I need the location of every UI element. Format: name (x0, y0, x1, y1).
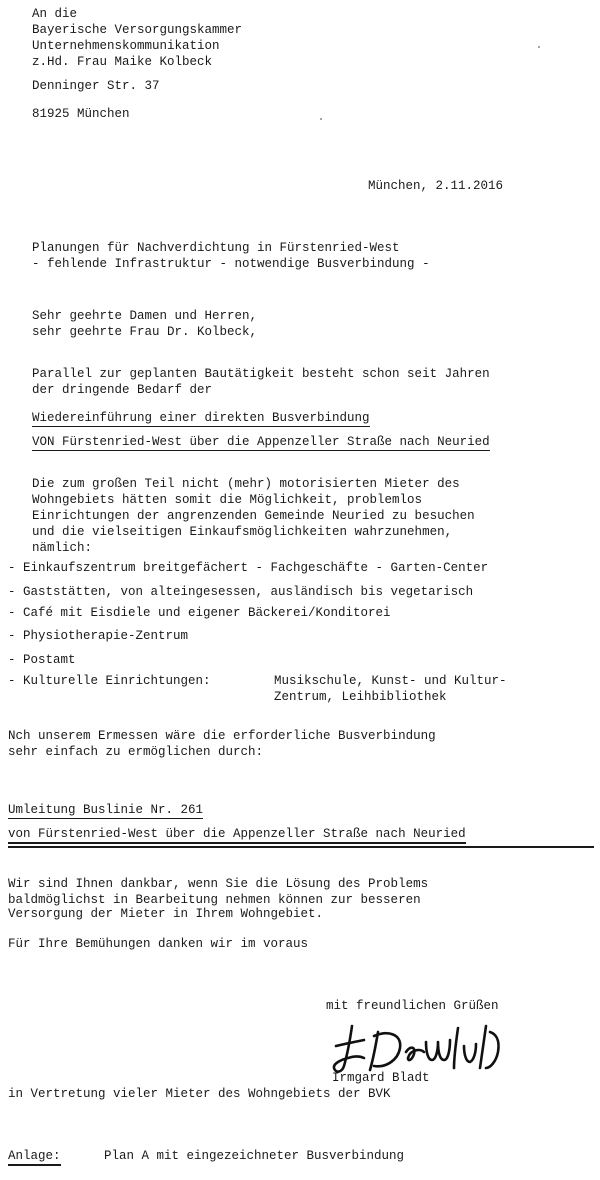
para1-line-2: der dringende Bedarf der (32, 383, 213, 397)
salutation-line-2: sehr geehrte Frau Dr. Kolbeck, (32, 325, 258, 339)
recipient-line-2: Bayerische Versorgungskammer (32, 23, 243, 37)
scan-speck (538, 46, 540, 48)
highlight2-line-1: Umleitung Buslinie Nr. 261 (8, 803, 204, 817)
attachment-text: Plan A mit eingezeichneter Busverbindung (104, 1149, 405, 1163)
recipient-line-4: z.Hd. Frau Maike Kolbeck (32, 55, 213, 69)
para2-line-1: Die zum großen Teil nicht (mehr) motorisierten Mieter des (32, 477, 460, 491)
highlight1-line-2: VON Fürstenried-West über die Appenzeller Straße nach Neuried (32, 435, 490, 449)
closing-line: mit freundlichen Grüßen (326, 999, 499, 1013)
recipient-street: Denninger Str. 37 (32, 79, 160, 93)
para1-line-1: Parallel zur geplanten Bautätigkeit besteht schon seit Jahren (32, 367, 490, 381)
subject-line-1: Planungen für Nachverdichtung in Fürstenried-West (32, 241, 400, 255)
para2-line-2: Wohngebiets hätten somit die Möglichkeit, problemlos (32, 493, 423, 507)
highlight2-line-2: von Fürstenried-West über die Appenzeller Straße nach Neuried (8, 826, 466, 844)
para2-line-3: Einrichtungen der angrenzenden Gemeinde Neuried zu besuchen (32, 509, 475, 523)
list-item: - Gaststätten, von alteingesessen, ausländisch bis vegetarisch (8, 585, 474, 599)
list-item-label: - Kulturelle Einrichtungen: (8, 674, 211, 688)
double-underline (8, 846, 594, 848)
attachment-label: Anlage: (8, 1148, 61, 1166)
representation-line: in Vertretung vieler Mieter des Wohngebiets der BVK (8, 1087, 391, 1101)
list-item: - Einkaufszentrum breitgefächert - Fachgeschäfte - Garten-Center (8, 561, 489, 575)
para4-line-1: Wir sind Ihnen dankbar, wenn Sie die Lösung des Problems (8, 877, 429, 891)
para3-line-1: Nch unserem Ermessen wäre die erforderliche Busverbindung (8, 729, 436, 743)
list-item-detail-1: Musikschule, Kunst- und Kultur- (274, 674, 507, 688)
highlight1-line-1: Wiedereinführung einer direkten Busverbindung (32, 411, 370, 425)
para3-line-2: sehr einfach zu ermöglichen durch: (8, 745, 264, 759)
thanks-line: Für Ihre Bemühungen danken wir im voraus (8, 937, 309, 951)
para4-line-2: baldmöglichst in Bearbeitung nehmen können zur besseren (8, 893, 421, 907)
para2-line-4: und die vielseitigen Einkaufsmöglichkeiten wahrzunehmen, (32, 525, 453, 539)
para4-line-3: Versorgung der Mieter in Ihrem Wohngebiet. (8, 907, 324, 921)
para2-line-5: nämlich: (32, 541, 93, 555)
list-item: - Café mit Eisdiele und eigener Bäckerei/Konditorei (8, 606, 391, 620)
list-item: - Postamt (8, 653, 76, 667)
signer-name: Irmgard Bladt (332, 1071, 430, 1085)
subject-line-2: - fehlende Infrastruktur - notwendige Busverbindung - (32, 257, 430, 271)
list-item: - Physiotherapie-Zentrum (8, 629, 189, 643)
recipient-city: 81925 München (32, 107, 130, 121)
recipient-line-3: Unternehmenskommunikation (32, 39, 220, 53)
salutation-line-1: Sehr geehrte Damen und Herren, (32, 309, 258, 323)
scan-speck (320, 118, 322, 120)
list-item-detail-2: Zentrum, Leihbibliothek (274, 690, 447, 704)
place-date: München, 2.11.2016 (368, 179, 504, 193)
recipient-line-1: An die (32, 7, 78, 21)
